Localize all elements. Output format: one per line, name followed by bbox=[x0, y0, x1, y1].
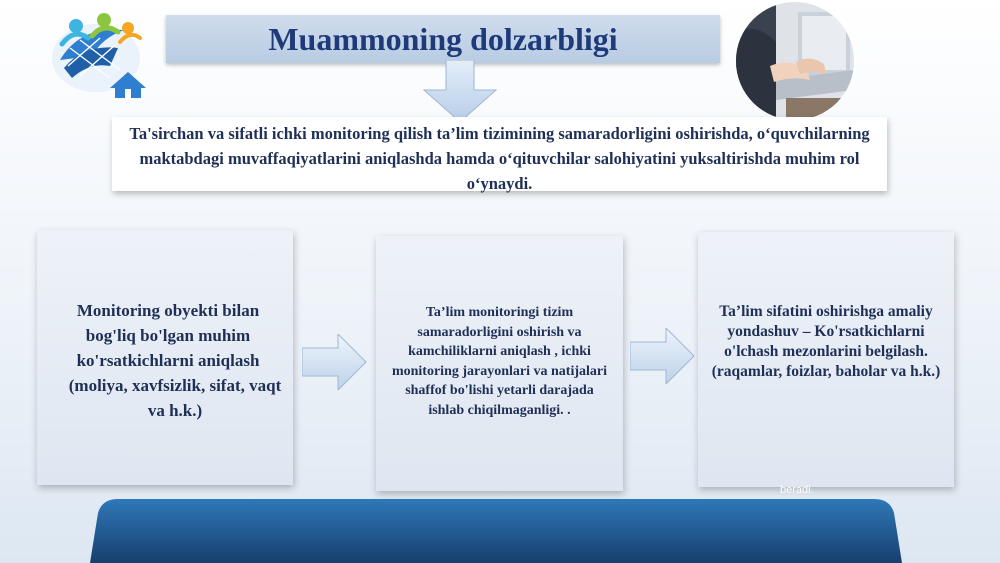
page-title: Muammoning dolzarbligi bbox=[268, 20, 618, 57]
card-problem bbox=[376, 236, 623, 491]
laptop-typing-photo bbox=[736, 2, 854, 120]
card-1-sub-text: (moliya, xavfsizlik, sifat, vaqt va h.k.) bbox=[68, 376, 282, 420]
summary-box bbox=[112, 117, 887, 191]
right-arrow-icon bbox=[630, 328, 696, 384]
down-arrow-icon bbox=[420, 60, 500, 124]
title-banner bbox=[166, 15, 720, 63]
right-arrow-icon bbox=[302, 334, 368, 390]
card-3-footnote: beradi. bbox=[780, 484, 814, 496]
card-2-main-text: Ta’lim monitoringi tizim samaradorligini oshirish va kamchiliklarni aniqlash , ichki monitoring jarayonlari va natijalari shaffof bo'lishi yetarli darajada ishlab chiqilmaganligi. . bbox=[391, 305, 608, 418]
card-1-main-text: Monitoring obyekti bilan bog'liq bo'lgan muhim ko'rsatkichlarni aniqlash bbox=[76, 301, 260, 370]
card-indicators bbox=[37, 230, 293, 485]
summary-text: Ta'sirchan va sifatli ichki monitoring qilish ta’lim tizimining samaradorligini oshirishda, o‘quvchilarning maktabdagi muvaffaqiyatlarini aniqlashda hamda o‘qituvchilar salohiyatini yuksaltirishda muhim rol o‘ynaydi. bbox=[129, 124, 870, 193]
card-3-main-text: Ta’lim sifatini oshirishga amaliy yondashuv – Ko'rsatkichlarni o'lchash mezonlarini belgilash. (raqamlar, foizlar, baholar va h.k.) bbox=[711, 303, 941, 380]
bottom-band bbox=[90, 499, 902, 563]
card-solution bbox=[698, 232, 954, 496]
education-logo-icon bbox=[40, 8, 152, 100]
